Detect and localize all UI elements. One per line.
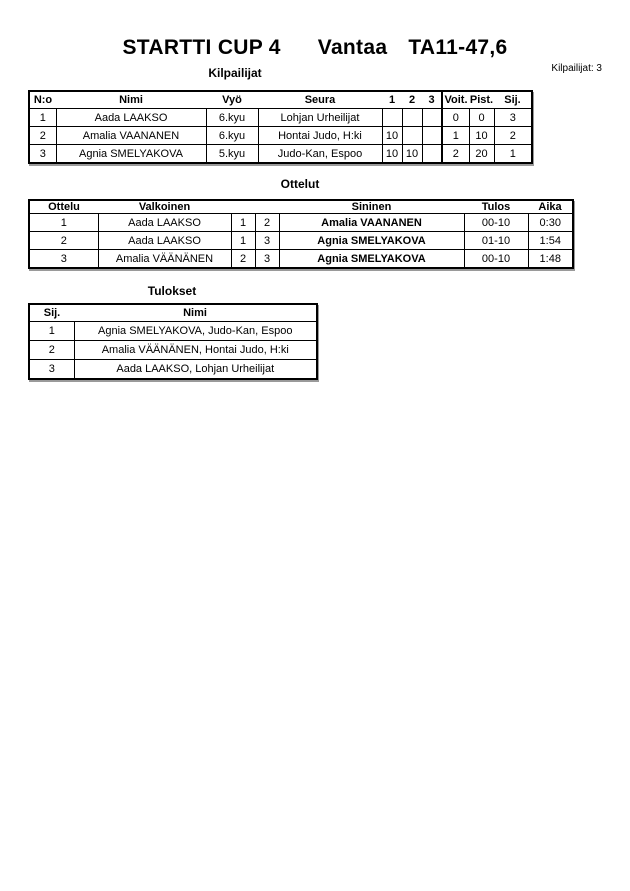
time-cell: 0:30 [528, 214, 573, 232]
event-city: Vantaa [317, 36, 388, 59]
col-header-match: Ottelu [29, 200, 98, 214]
competitor-row [29, 127, 532, 145]
place-cell: 1 [29, 322, 74, 341]
matches-table-title: Ottelut [280, 177, 320, 191]
col-header-name: Nimi [56, 91, 206, 109]
points-cell: 20 [469, 145, 494, 164]
page-title [0, 36, 630, 60]
white-no-cell: 2 [231, 250, 255, 269]
col-header-time: Aika [528, 200, 573, 214]
col-header-club: Seura [258, 91, 382, 109]
score3-cell [422, 145, 442, 164]
no-cell: 1 [29, 109, 56, 127]
score2-cell [402, 109, 422, 127]
competitor-cell: Amalia VÄÄNÄNEN, Hontai Judo, H:ki [74, 341, 317, 360]
club-cell: Lohjan Urheilijat [258, 109, 382, 127]
no-cell: 3 [29, 145, 56, 164]
col-header-white-no [231, 200, 255, 214]
competitors-count-label: Kilpailijat: 3 [551, 63, 602, 74]
result-cell: 00-10 [464, 214, 528, 232]
col-header-round3: 3 [422, 91, 442, 109]
wins-cell: 2 [442, 145, 469, 164]
belt-cell: 5.kyu [206, 145, 258, 164]
name-cell: Aada LAAKSO [56, 109, 206, 127]
result-row [29, 360, 317, 380]
competitor-row [29, 109, 532, 127]
matches-table [28, 199, 574, 269]
result-row [29, 341, 317, 360]
score2-cell [402, 127, 422, 145]
col-header-round1: 1 [382, 91, 402, 109]
place-cell: 3 [494, 109, 532, 127]
score1-cell: 10 [382, 145, 402, 164]
col-header-place: Sij. [494, 91, 532, 109]
competitor-row [29, 145, 532, 164]
col-header-white: Valkoinen [98, 200, 231, 214]
col-header-wins: Voit. [442, 91, 469, 109]
place-cell: 2 [494, 127, 532, 145]
results-table [28, 303, 318, 380]
name-cell: Amalia VAANANEN [56, 127, 206, 145]
score3-cell [422, 127, 442, 145]
col-header-points: Pist. [469, 91, 494, 109]
white-name-cell: Aada LAAKSO [98, 232, 231, 250]
result-cell: 00-10 [464, 250, 528, 269]
place-cell: 3 [29, 360, 74, 380]
time-cell: 1:54 [528, 232, 573, 250]
wins-cell: 1 [442, 127, 469, 145]
competitor-cell: Aada LAAKSO, Lohjan Urheilijat [74, 360, 317, 380]
col-header-round2: 2 [402, 91, 422, 109]
event-name: STARTTI CUP 4 [122, 36, 281, 59]
blue-no-cell: 3 [255, 232, 279, 250]
score3-cell [422, 109, 442, 127]
blue-name-cell: Agnia SMELYAKOVA [279, 232, 464, 250]
white-name-cell: Amalia VÄÄNÄNEN [98, 250, 231, 269]
col-header-name: Nimi [74, 304, 317, 322]
belt-cell: 6.kyu [206, 109, 258, 127]
match-row [29, 250, 573, 269]
match-no-cell: 2 [29, 232, 98, 250]
match-row [29, 214, 573, 232]
points-cell: 0 [469, 109, 494, 127]
matches-header-row [29, 200, 573, 214]
results-table-title: Tulokset [147, 284, 197, 298]
blue-name-cell: Agnia SMELYAKOVA [279, 250, 464, 269]
blue-no-cell: 3 [255, 250, 279, 269]
competitors-header-row [29, 91, 532, 109]
col-header-place: Sij. [29, 304, 74, 322]
competitors-table [28, 90, 533, 164]
col-header-belt: Vyö [206, 91, 258, 109]
name-cell: Agnia SMELYAKOVA [56, 145, 206, 164]
col-header-blue: Sininen [279, 200, 464, 214]
col-header-no: N:o [29, 91, 56, 109]
col-header-blue-no [255, 200, 279, 214]
wins-cell: 0 [442, 109, 469, 127]
place-cell: 2 [29, 341, 74, 360]
score1-cell: 10 [382, 127, 402, 145]
white-name-cell: Aada LAAKSO [98, 214, 231, 232]
blue-name-cell: Amalia VAANANEN [279, 214, 464, 232]
score1-cell [382, 109, 402, 127]
competitor-cell: Agnia SMELYAKOVA, Judo-Kan, Espoo [74, 322, 317, 341]
no-cell: 2 [29, 127, 56, 145]
club-cell: Judo-Kan, Espoo [258, 145, 382, 164]
place-cell: 1 [494, 145, 532, 164]
result-cell: 01-10 [464, 232, 528, 250]
match-row [29, 232, 573, 250]
belt-cell: 6.kyu [206, 127, 258, 145]
white-no-cell: 1 [231, 232, 255, 250]
time-cell: 1:48 [528, 250, 573, 269]
competitors-table-title: Kilpailijat [208, 66, 262, 80]
col-header-result: Tulos [464, 200, 528, 214]
score2-cell: 10 [402, 145, 422, 164]
weight-category: TA11-47,6 [408, 36, 508, 59]
points-cell: 10 [469, 127, 494, 145]
match-no-cell: 3 [29, 250, 98, 269]
result-row [29, 322, 317, 341]
blue-no-cell: 2 [255, 214, 279, 232]
match-no-cell: 1 [29, 214, 98, 232]
club-cell: Hontai Judo, H:ki [258, 127, 382, 145]
results-header-row [29, 304, 317, 322]
white-no-cell: 1 [231, 214, 255, 232]
